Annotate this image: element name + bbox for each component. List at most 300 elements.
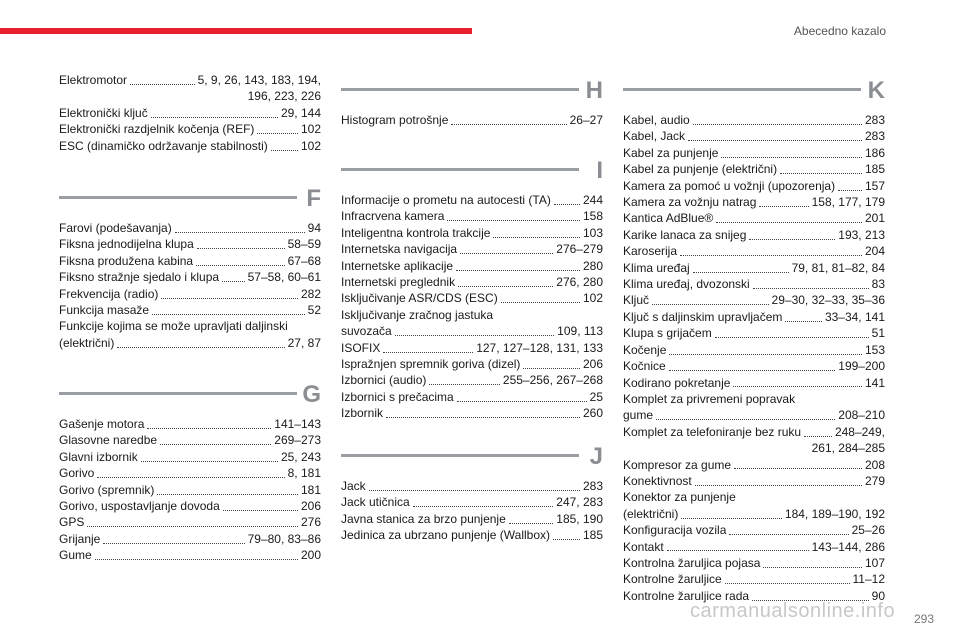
section-divider: [341, 454, 579, 457]
index-entry-pages-line: 158: [582, 209, 603, 224]
index-section: [341, 156, 603, 422]
dot-leader: [749, 239, 835, 240]
index-entry-pages: [872, 325, 885, 341]
index-entry: [623, 128, 885, 144]
index-entry-term-cont: (električni): [59, 335, 115, 350]
index-entry-pages-line: 206: [582, 357, 603, 372]
index-entry-pages: [865, 243, 885, 259]
index-entry-pages-line: 79–80, 83–86: [247, 531, 321, 546]
index-entry-pages-line: 26–27: [569, 113, 603, 127]
index-entry-pages: [865, 342, 885, 358]
index-entry: [341, 241, 603, 257]
index-entry-pages-line: 244: [582, 193, 603, 207]
index-entry-pages-line: 248–249,: [834, 424, 885, 439]
dot-leader: [395, 335, 554, 336]
index-entry-pages: [288, 236, 321, 252]
index-entry: [623, 210, 885, 226]
index-entry: [59, 432, 321, 448]
index-entry: [59, 286, 321, 302]
dot-leader: [680, 255, 862, 256]
index-entry-term: Elektromotor: [59, 73, 128, 87]
index-entry-pages: [301, 547, 321, 563]
index-entry-pages: [301, 286, 321, 302]
index-entry: [59, 482, 321, 498]
index-entry-pages: [583, 405, 603, 421]
dot-leader: [509, 523, 554, 524]
dot-leader: [460, 253, 553, 254]
index-entry-pages-line: 67–68: [287, 253, 321, 268]
index-entry-term: Gorivo (spremnik): [59, 482, 155, 497]
index-entry-multiline: [59, 72, 321, 105]
index-entry: [341, 389, 603, 405]
index-entry-pages-line: 276: [300, 515, 321, 530]
index-entry-pages-line: 94: [307, 221, 321, 235]
index-entry-pages: [865, 210, 885, 226]
index-entry-term: Ključ: [623, 293, 650, 308]
index-entry-pages-line: 5, 9, 26, 143, 183, 194,: [197, 73, 321, 87]
index-entry-pages-line: 103: [582, 225, 603, 240]
index-entry-pages: [281, 449, 321, 465]
index-entry: [341, 208, 603, 224]
index-entry: [59, 269, 321, 285]
index-entry: [623, 260, 885, 276]
index-entry-term: Jack utičnica: [341, 495, 410, 510]
dot-leader: [383, 352, 473, 353]
index-entry-pages: [583, 192, 603, 208]
dot-leader: [429, 384, 500, 385]
index-entry-pages-line: 127, 127–128, 131, 133: [476, 340, 603, 355]
index-entry-pages: [838, 358, 885, 374]
index-entry-term: Isključivanje ASR/CDS (ESC): [341, 291, 498, 306]
index-entry-pages: [503, 372, 603, 388]
index-entry: [623, 227, 885, 243]
dot-leader: [458, 286, 553, 287]
section-letter: H: [585, 77, 603, 104]
index-entry-pages-line: 185: [582, 528, 603, 543]
index-entry-pages: [865, 555, 885, 571]
index-entry-pages-line: 57–58, 60–61: [247, 270, 321, 285]
index-entry: [59, 416, 321, 432]
index-entry-pages: [288, 253, 321, 269]
dot-leader: [161, 298, 298, 299]
index-entry: [341, 307, 603, 340]
index-entry-pages-line: 208: [864, 457, 885, 472]
index-entry-pages: [301, 482, 321, 498]
dot-leader: [456, 270, 580, 271]
index-entry: [59, 498, 321, 514]
index-entry: [623, 145, 885, 161]
index-entry-term: Fiksno stražnje sjedalo i klupa: [59, 270, 220, 285]
index-section: [59, 184, 321, 351]
index-entry-pages-line: 279: [864, 473, 885, 488]
dot-leader: [523, 368, 580, 369]
index-entry: [341, 527, 603, 543]
index-entry: [59, 138, 321, 154]
dot-leader: [151, 117, 278, 118]
dot-leader: [667, 550, 809, 551]
index-entry-term: Kabel za punjenje: [623, 145, 719, 160]
index-entry: [623, 161, 885, 177]
index-entry-term: Klima uređaj, dvozonski: [623, 277, 750, 292]
index-entry: [59, 514, 321, 530]
index-entry-term: Klima uređaj: [623, 260, 690, 275]
index-entry-pages: [838, 227, 885, 243]
index-entry-pages: [865, 145, 885, 161]
index-entry-term: GPS: [59, 515, 85, 530]
index-section: [59, 380, 321, 564]
index-entry-term: Internetska navigacija: [341, 242, 458, 257]
index-entry: [59, 547, 321, 563]
section-header: [341, 442, 603, 478]
dot-leader: [721, 157, 862, 158]
index-entry-term: Infracrvena kamera: [341, 209, 445, 224]
index-entry: [341, 494, 603, 510]
index-entry-pages: [556, 274, 603, 290]
index-entry: [341, 112, 603, 128]
index-entry-pages: [865, 161, 885, 177]
index-entry-pages-line: 79, 81, 81–82, 84: [791, 260, 885, 275]
section-divider: [59, 196, 297, 199]
index-entry-pages-line: 247, 283: [556, 495, 603, 510]
index-entry-pages: 109, 113: [557, 324, 603, 339]
index-entry-pages: [476, 340, 603, 356]
index-entry: [341, 274, 603, 290]
dot-leader: [553, 539, 580, 540]
index-entry-pages-line: 25: [589, 389, 603, 404]
index-entry: [623, 555, 885, 571]
index-entry-pages: [825, 309, 885, 325]
index-entry-pages: [288, 465, 321, 481]
dot-leader: [152, 314, 305, 315]
section-header: [623, 76, 885, 112]
index-entry: [59, 105, 321, 121]
index-entry-pages: [556, 511, 603, 527]
dot-leader: [103, 543, 244, 544]
index-entry-term: Izbornici s prečacima: [341, 389, 454, 404]
dot-leader: [223, 510, 298, 511]
index-entry-pages: [248, 269, 321, 285]
index-entry-pages: [301, 498, 321, 514]
index-entry: [59, 531, 321, 547]
index-entry-pages-line: 11–12: [852, 572, 885, 587]
dot-leader: [715, 337, 869, 338]
index-entry-term: Konektivnost: [623, 473, 692, 488]
section-letter: F: [306, 185, 321, 212]
index-entry-pages-line: 185: [864, 162, 885, 177]
index-entry: [341, 192, 603, 208]
index-entry: [623, 375, 885, 391]
index-entry-continuation: [623, 506, 885, 522]
index-entry-pages-line: 157: [864, 178, 885, 193]
index-entry-term: Javna stanica za brzo punjenje: [341, 511, 506, 526]
index-entry-term: Kabel za punjenje (električni): [623, 162, 778, 177]
index-entry-term: Ispražnjen spremnik goriva (dizel): [341, 357, 521, 372]
index-entry-term: Kabel, Jack: [623, 129, 686, 144]
section-divider: [341, 168, 579, 171]
dot-leader: [175, 232, 305, 233]
dot-leader: [97, 477, 284, 478]
dot-leader: [554, 204, 580, 205]
index-entry: [623, 539, 885, 555]
index-entry-pages-line: 25, 243: [280, 449, 321, 464]
index-entry: [623, 194, 885, 210]
index-entry-pages: [301, 514, 321, 530]
index-entry-term: Gorivo, uspostavljanje dovoda: [59, 499, 220, 514]
index-entry-term: Karike lanaca za snijeg: [623, 227, 747, 242]
index-entry-pages-line: 143–144, 286: [811, 539, 885, 554]
index-entry: [623, 325, 885, 341]
dot-leader: [838, 190, 862, 191]
index-entry-pages: [812, 539, 885, 555]
dot-leader: [386, 417, 580, 418]
index-entry: [623, 391, 885, 424]
index-entry-pages: [812, 194, 885, 210]
index-entry-pages-line: 276, 280: [556, 275, 603, 290]
dot-leader: [87, 526, 298, 527]
index-entry-pages-line: 283: [864, 113, 885, 127]
index-entry-term: Komplet za telefoniranje bez ruku: [623, 424, 802, 439]
index-entry-pages-line: 199–200: [838, 359, 885, 374]
index-entry-pages: [583, 527, 603, 543]
index-entry-pages-line: 141: [864, 375, 885, 390]
index-entry-pages: [308, 302, 321, 318]
index-entry-pages-line: 185, 190: [556, 511, 603, 526]
dot-leader: [501, 302, 580, 303]
dot-leader: [157, 494, 298, 495]
dot-leader: [95, 559, 298, 560]
index-entry-pages-line: 51: [871, 326, 885, 341]
index-entry-pages-cont: 261, 284–285: [811, 441, 885, 456]
index-section-continued: [59, 72, 321, 154]
index-entry-term: Elektronički razdjelnik kočenja (REF): [59, 122, 255, 137]
index-entry-term: Funkcije kojima se može upravljati daljinski: [59, 319, 288, 334]
index-entry-pages-line: 206: [300, 499, 321, 514]
index-entry: [623, 243, 885, 259]
index-entry-pages: [835, 424, 885, 440]
index-entry-pages-line: 102: [300, 138, 321, 153]
index-entry-pages-line: 255–256, 267–268: [502, 373, 603, 388]
index-entry-term: Karoserija: [623, 244, 678, 259]
index-entry: [341, 405, 603, 421]
dot-leader: [147, 428, 271, 429]
index-entry-term: Izbornici (audio): [341, 373, 427, 388]
page-header-title: Abecedno kazalo: [793, 24, 886, 38]
index-entry-term: Kompresor za gume: [623, 457, 732, 472]
index-entry-term: Farovi (podešavanja): [59, 221, 172, 235]
dot-leader: [117, 347, 284, 348]
index-entry-term: Internetske aplikacije: [341, 258, 454, 273]
index-entry: [59, 220, 321, 236]
index-entry: [623, 424, 885, 440]
dot-leader: [725, 583, 850, 584]
index-entry-term: Inteligentna kontrola trakcije: [341, 225, 491, 240]
index-entry-pages: [301, 121, 321, 137]
index-entry-pages: [590, 389, 603, 405]
index-entry-term: Kabel, audio: [623, 113, 690, 127]
index-entry-continuation: [59, 335, 321, 351]
index-entry-term: Fiksna jednodijelna klupa: [59, 237, 194, 252]
index-entry: [59, 236, 321, 252]
dot-leader: [729, 534, 848, 535]
index-entry: [623, 358, 885, 374]
index-entry-pages-line: 33–34, 141: [824, 309, 885, 324]
index-entry-term: Histogram potrošnje: [341, 113, 449, 127]
index-entry-pages-line: 29, 144: [280, 105, 321, 120]
index-entry: [341, 340, 603, 356]
index-entry: [59, 121, 321, 137]
section-letter: K: [867, 77, 885, 104]
dot-leader: [759, 206, 808, 207]
index-entry-term: Jack: [341, 479, 366, 493]
index-entry-term-cont: (električni): [623, 506, 679, 521]
index-entry-term-cont: suvozača: [341, 324, 392, 339]
index-entry-term: Kontrolne žaruljice rada: [623, 588, 750, 603]
index-entry-term: Kamera za pomoć u vožnji (upozorenja): [623, 178, 836, 193]
index-entry-pages: [872, 276, 885, 292]
index-entry-pages-line: 260: [582, 406, 603, 421]
index-entry-pages-line: 283: [582, 479, 603, 493]
index-entry: [341, 511, 603, 527]
dot-leader: [652, 304, 769, 305]
section-letter: I: [596, 157, 603, 184]
index-entry-term: Gašenje motora: [59, 417, 145, 431]
index-entry: [623, 292, 885, 308]
index-entry-pages: [583, 258, 603, 274]
index-entry-pages-line: 201: [864, 211, 885, 226]
index-entry: [59, 72, 321, 88]
index-entry: [623, 276, 885, 292]
dot-leader: [753, 288, 869, 289]
index-entry-pages: [583, 290, 603, 306]
index-entry: [623, 112, 885, 128]
index-entry-pages: 208–210: [838, 408, 885, 423]
dot-leader: [271, 150, 298, 151]
index-entry: [623, 571, 885, 587]
dot-leader: [693, 124, 862, 125]
index-entry-pages-line: 269–273: [274, 433, 321, 448]
dot-leader: [681, 518, 782, 519]
dot-leader: [785, 321, 822, 322]
index-entry: [341, 356, 603, 372]
header-accent-bar: [0, 28, 472, 34]
index-entry-pages-line: 276–279: [556, 242, 603, 257]
index-entry-pages-line: 181: [300, 482, 321, 497]
index-entry-pages: [274, 432, 321, 448]
index-entry-pages-line: 282: [300, 286, 321, 301]
index-section: [623, 76, 885, 604]
index-entry-pages-line: 102: [582, 291, 603, 306]
index-entry-pages: [570, 112, 603, 128]
watermark: carmanualsonline.info: [690, 600, 896, 622]
index-entry-pages: [198, 72, 321, 88]
index-entry-pages: [772, 292, 885, 308]
dot-leader: [716, 222, 862, 223]
index-entry-term: Kodirano pokretanje: [623, 375, 731, 390]
dot-leader: [222, 281, 245, 282]
index-entry-term: Kočnice: [623, 359, 666, 374]
index-entry-pages-line: 58–59: [287, 237, 321, 252]
index-entry-term: Isključivanje zračnog jastuka: [341, 307, 494, 322]
index-entry: [59, 302, 321, 318]
section-letter: G: [302, 381, 321, 408]
index-entry-pages-line: 29–30, 32–33, 35–36: [771, 293, 885, 308]
section-divider: [59, 392, 297, 395]
index-entry-term: Grijanje: [59, 531, 101, 546]
index-entry-pages-line: 25–26: [851, 523, 885, 538]
index-entry: [341, 478, 603, 494]
index-entry: [59, 318, 321, 351]
index-entry-pages: [792, 260, 885, 276]
index-entry: [59, 253, 321, 269]
dot-leader: [447, 220, 580, 221]
index-entry: [623, 342, 885, 358]
index-entry: [623, 522, 885, 538]
dot-leader: [413, 506, 554, 507]
index-entry-pages-line: 102: [300, 122, 321, 137]
index-entry-pages-line: 90: [871, 588, 885, 603]
index-entry-pages: [865, 178, 885, 194]
index-entry: [623, 178, 885, 194]
section-header: [59, 184, 321, 220]
index-entry-term: Klupa s grijačem: [623, 326, 712, 341]
index-entry-term: Kočenje: [623, 342, 667, 357]
index-entry-term: Ključ s daljinskim upravljačem: [623, 309, 783, 324]
index-entry-term: Kontrolna žaruljica pojasa: [623, 555, 761, 570]
dot-leader: [451, 124, 566, 125]
index-entry-pages: [865, 473, 885, 489]
index-entry-pages-line: 153: [864, 342, 885, 357]
index-entry-pages-cont: 196, 223, 226: [247, 89, 321, 104]
index-entry-pages: [583, 225, 603, 241]
dot-leader: [197, 248, 285, 249]
index-entry-pages-line: 193, 213: [838, 227, 885, 242]
index-entry-pages: [583, 356, 603, 372]
index-entry-term: Kontrolne žaruljice: [623, 572, 722, 587]
dot-leader: [656, 419, 835, 420]
index-entry: [341, 225, 603, 241]
index-entry-pages-line: 83: [871, 277, 885, 292]
index-entry: [623, 489, 885, 522]
dot-leader: [669, 370, 836, 371]
index-entry-pages-line: 200: [300, 548, 321, 563]
index-entry-pages: [281, 105, 321, 121]
dot-leader: [733, 386, 862, 387]
dot-leader: [780, 173, 862, 174]
dot-leader: [734, 468, 862, 469]
index-entry: [341, 258, 603, 274]
index-entry: [623, 309, 885, 325]
index-entry-multiline: [623, 424, 885, 457]
dot-leader: [257, 133, 298, 134]
section-letter: J: [589, 443, 603, 470]
index-entry-pages: [865, 128, 885, 144]
index-entry-term-cont: gume: [623, 408, 654, 423]
index-entry: [341, 290, 603, 306]
index-entry-pages: [274, 416, 321, 432]
index-entry-term: Funkcija masaže: [59, 303, 150, 318]
section-divider: [341, 88, 579, 91]
section-header: [59, 380, 321, 416]
index-entry-term: ISOFIX: [341, 340, 381, 355]
dot-leader: [804, 436, 832, 437]
dot-leader: [669, 354, 862, 355]
index-entry-pages: [852, 522, 885, 538]
section-divider: [623, 88, 861, 91]
index-entry: [341, 372, 603, 388]
index-entry-pages: [865, 375, 885, 391]
index-entry-pages-line: 107: [864, 555, 885, 570]
index-entry-term: Informacije o prometu na autocesti (TA): [341, 193, 551, 207]
